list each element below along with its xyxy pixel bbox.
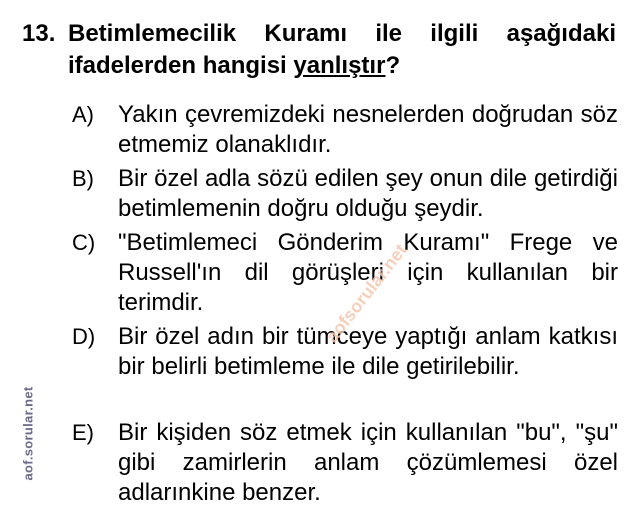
option-d-text: Bir özel adın bir tümceye yaptığı anlam katkısı bir belirli betimleme ile dile getirilebilir. [118,323,618,380]
diagonal-watermark: aofsorular.net [321,240,411,347]
question-number: 13. [22,20,56,47]
question-text-main: Betimlemecilik Kuramı ile ilgili aşağıdaki ifadelerden hangisi [68,20,616,79]
question-mark: ? [385,52,401,79]
option-b-text: Bir özel adla sözü edilen şey onun dile getirdiği betimlemenin doğru olduğu şeydir. [118,165,618,222]
option-a-text: Yakın çevremizdeki nesnelerden doğrudan söz etmemiz olanaklıdır. [118,101,618,158]
option-c-text: "Betimlemeci Gönderim Kuramı" Frege ve Russell'ın dil görüşleri için kullanılan bir terimdir. [118,229,618,316]
question-emphasis: yanlıştır [293,52,386,79]
option-b-letter: B) [72,166,94,191]
question-text [68,18,616,82]
side-watermark: aof.sorular.net [20,386,36,481]
option-a-letter: A) [72,102,94,127]
option-c-letter: C) [72,230,96,255]
option-d-letter: D) [72,324,96,349]
option-e-letter: E) [72,420,94,445]
option-e-text: Bir kişiden söz etmek için kullanılan "bu", "şu" gibi zamirlerin anlam çözümlemesi özel adlarınkine benzer. [118,419,618,506]
